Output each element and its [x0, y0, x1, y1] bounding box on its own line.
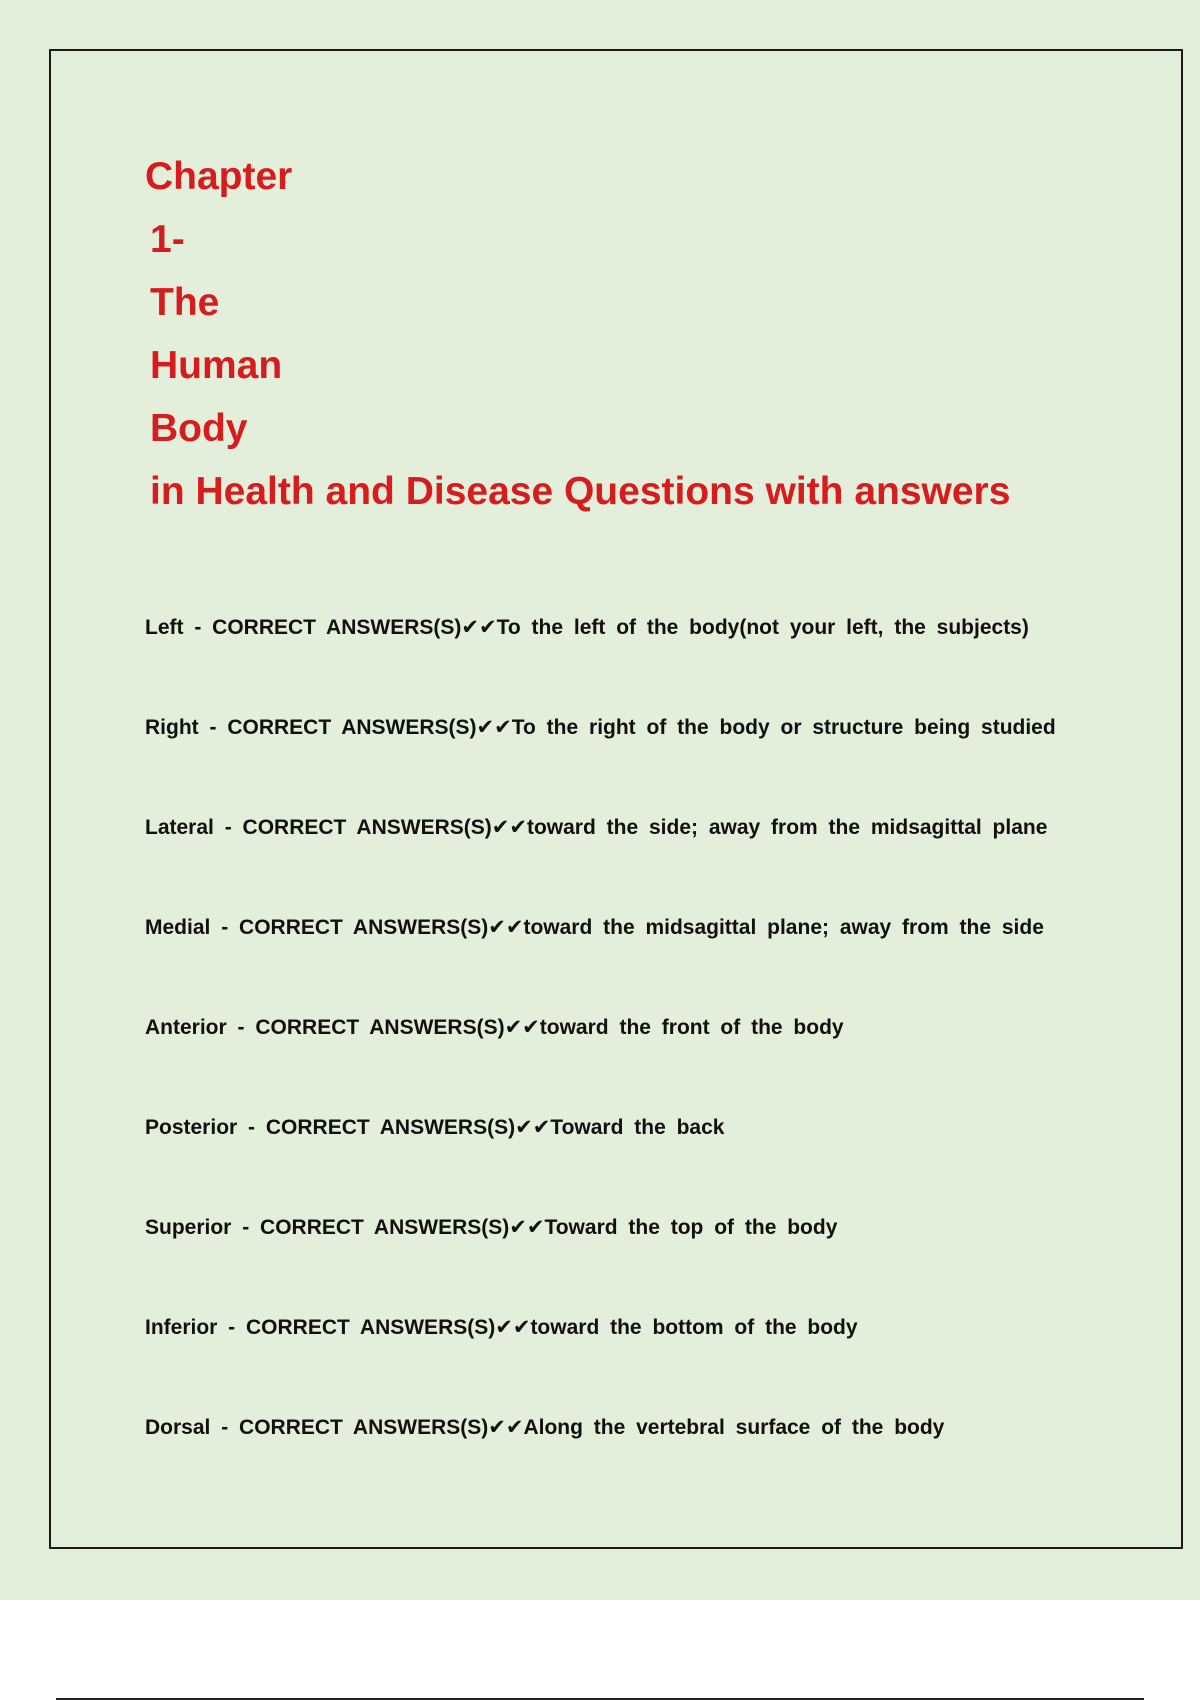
qa-term: Right — [145, 716, 199, 739]
qa-item — [145, 600, 1075, 700]
qa-term: Superior — [145, 1216, 232, 1239]
title-line-subtitle: in Health and Disease Questions with answers — [150, 470, 1011, 513]
qa-answer-marker: CORRECT ANSWERS(S)✔✔ — [246, 1316, 531, 1339]
qa-answer-marker: CORRECT ANSWERS(S)✔✔ — [239, 1416, 524, 1439]
qa-separator: - — [183, 616, 213, 639]
title-line-chapter: Chapter — [145, 155, 293, 198]
qa-term: Lateral — [145, 816, 214, 839]
qa-answer-marker: CORRECT ANSWERS(S)✔✔ — [227, 716, 512, 739]
qa-term: Inferior — [145, 1316, 218, 1339]
qa-item — [145, 1000, 1075, 1100]
chapter-title — [145, 145, 1010, 523]
qa-definition: To the left of the body(not your left, the subjects) — [496, 616, 1029, 639]
qa-answer-marker: CORRECT ANSWERS(S)✔✔ — [212, 616, 497, 639]
qa-item — [145, 1200, 1075, 1300]
qa-separator: - — [217, 1316, 247, 1339]
qa-definition: To the right of the body or structure being studied — [511, 716, 1056, 739]
qa-answer-marker: CORRECT ANSWERS(S)✔✔ — [242, 816, 527, 839]
qa-separator: - — [226, 1016, 256, 1039]
title-line-number: 1- — [150, 218, 185, 261]
qa-definition: toward the bottom of the body — [530, 1316, 858, 1339]
qa-definition: toward the midsagittal plane; away from the side — [523, 916, 1044, 939]
qa-item — [145, 700, 1075, 800]
qa-item — [145, 1100, 1075, 1200]
qa-separator: - — [231, 1216, 261, 1239]
qa-answer-marker: CORRECT ANSWERS(S)✔✔ — [239, 916, 524, 939]
qa-separator: - — [213, 816, 243, 839]
qa-definition: Toward the back — [550, 1116, 725, 1139]
qa-separator: - — [198, 716, 228, 739]
qa-term: Anterior — [145, 1016, 227, 1039]
qa-term: Left — [145, 616, 184, 639]
qa-item — [145, 1400, 1075, 1500]
qa-answer-marker: CORRECT ANSWERS(S)✔✔ — [265, 1116, 551, 1139]
title-line-human: Human — [150, 344, 283, 387]
question-answer-list — [145, 600, 1075, 1500]
qa-answer-marker: CORRECT ANSWERS(S)✔✔ — [260, 1216, 545, 1239]
qa-term: Posterior — [145, 1116, 238, 1139]
qa-separator: - — [237, 1116, 266, 1139]
qa-definition: toward the front of the body — [539, 1016, 844, 1039]
title-line-body: Body — [150, 407, 248, 450]
title-line-the: The — [150, 281, 220, 324]
qa-separator: - — [210, 1416, 240, 1439]
qa-definition: toward the side; away from the midsagittal plane — [526, 816, 1048, 839]
qa-answer-marker: CORRECT ANSWERS(S)✔✔ — [255, 1016, 540, 1039]
qa-definition: Along the vertebral surface of the body — [523, 1416, 945, 1439]
qa-item — [145, 1300, 1075, 1400]
qa-item — [145, 900, 1075, 1000]
qa-term: Medial — [145, 916, 211, 939]
qa-term: Dorsal — [145, 1416, 211, 1439]
qa-definition: Toward the top of the body — [544, 1216, 838, 1239]
qa-item — [145, 800, 1075, 900]
qa-separator: - — [210, 916, 240, 939]
